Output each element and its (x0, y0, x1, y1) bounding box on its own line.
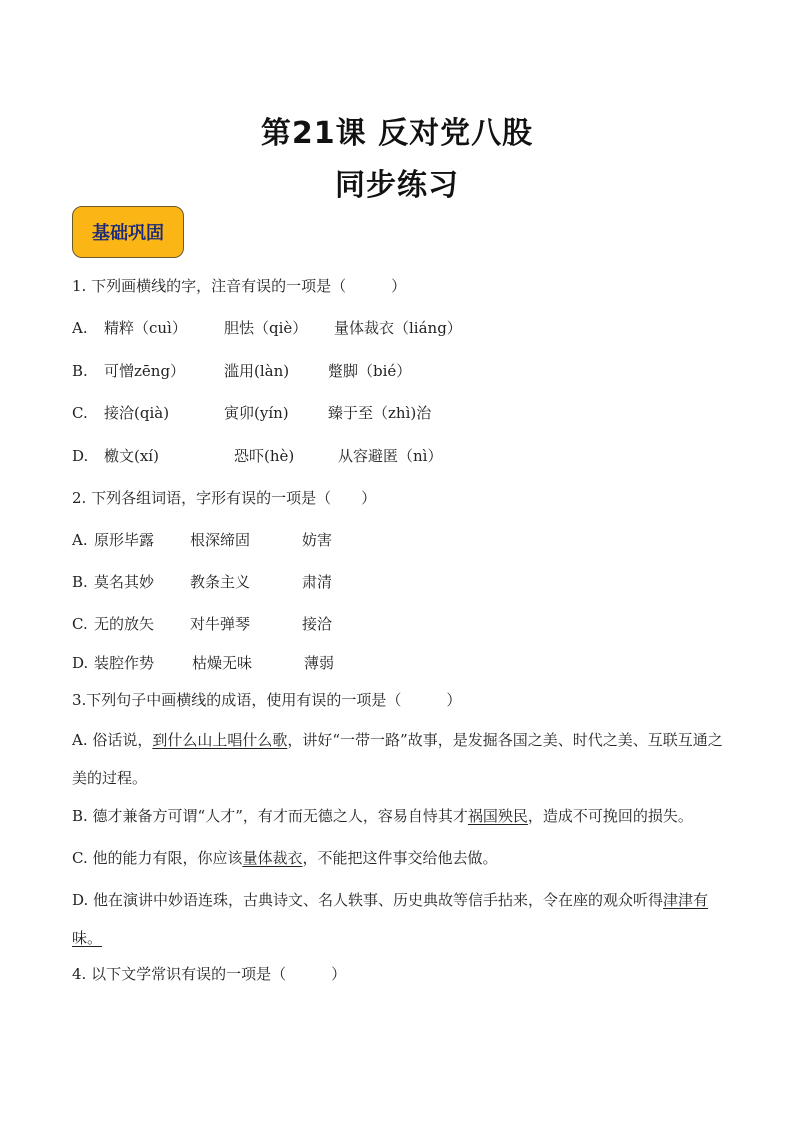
option-text-post: ，不能把这件事交给他去做。 (302, 849, 498, 867)
option-item-1: 无的放矢 (94, 615, 155, 633)
option-item-3: 肃清 (302, 573, 333, 591)
question-2-stem: 2. 下列各组词语，字形有误的一项是（ ） (72, 489, 377, 507)
q3-option-a[interactable] (72, 721, 734, 797)
page-title: 第21课 反对党八股 (260, 116, 534, 151)
option-label: B. (72, 573, 88, 591)
option-item-1: 檄文(xí) (104, 447, 159, 465)
underlined-idiom: 量体裁衣 (242, 849, 303, 867)
option-item-1: 接洽(qià) (104, 404, 170, 422)
option-label: D. (72, 654, 89, 672)
option-item-1: 可憎zēng） (104, 362, 186, 380)
option-text-pre: B. 德才兼备方可谓“人才”，有才而无德之人，容易自恃其才 (72, 807, 468, 825)
option-item-1: 装腔作势 (94, 654, 155, 672)
option-item-3: 蹩脚（bié） (328, 362, 412, 380)
underlined-idiom: 到什么山上唱什么歌 (152, 731, 288, 749)
option-item-2: 枯燥无味 (192, 654, 253, 672)
page-subtitle: 同步练习 (335, 168, 459, 203)
option-item-2: 根深缔固 (190, 531, 251, 549)
option-text-pre: A. 俗话说， (72, 731, 153, 749)
option-item-3: 臻于至（zhì)治 (328, 404, 432, 422)
q3-option-d[interactable] (72, 881, 734, 957)
section-badge: 基础巩固 (72, 206, 184, 258)
question-4-stem: 4. 以下文学常识有误的一项是（ ） (72, 965, 347, 983)
option-item-1: 原形毕露 (94, 531, 155, 549)
question-3-stem: 3.下列句子中画横线的成语，使用有误的一项是（ ） (72, 691, 462, 709)
option-item-2: 滥用(làn) (224, 362, 290, 380)
option-item-2: 寅卯(yín) (224, 404, 289, 422)
option-item-3: 从容避匿（nì） (338, 447, 443, 465)
option-item-2: 胆怯（qiè） (224, 319, 308, 337)
option-label: B. (72, 362, 88, 380)
option-label: A. (72, 319, 88, 337)
underlined-idiom: 祸国殃民 (467, 807, 528, 825)
option-item-2: 恐吓(hè) (234, 447, 295, 465)
q3-option-b[interactable] (72, 806, 732, 826)
option-item-3: 妨害 (302, 531, 333, 549)
option-label: C. (72, 615, 88, 633)
option-text-post: ，讲好“一带一路”故事，是发掘各国之美、时代之美、互联互通之美的过程。 (72, 731, 723, 787)
option-item-2: 教条主义 (190, 573, 251, 591)
option-item-1: 莫名其妙 (94, 573, 155, 591)
underlined-idiom: 津津有味。 (72, 891, 709, 947)
q3-option-c[interactable] (72, 848, 732, 868)
option-text-pre: D. 他在演讲中妙语连珠，古典诗文、名人轶事、历史典故等信手拈来，令在座的观众听得 (72, 891, 664, 909)
option-item-3: 薄弱 (304, 654, 335, 672)
option-label: D. (72, 447, 89, 465)
option-item-1: 精粹（cuì） (104, 319, 187, 337)
question-1-stem: 1. 下列画横线的字，注音有误的一项是（ ） (72, 277, 407, 295)
option-item-2: 对牛弹琴 (190, 615, 251, 633)
option-text-post: ，造成不可挽回的损失。 (527, 807, 693, 825)
option-text-pre: C. 他的能力有限，你应该 (72, 849, 243, 867)
option-label: A. (72, 531, 88, 549)
option-label: C. (72, 404, 88, 422)
option-item-3: 接洽 (302, 615, 333, 633)
option-item-3: 量体裁衣（liáng） (334, 319, 462, 337)
